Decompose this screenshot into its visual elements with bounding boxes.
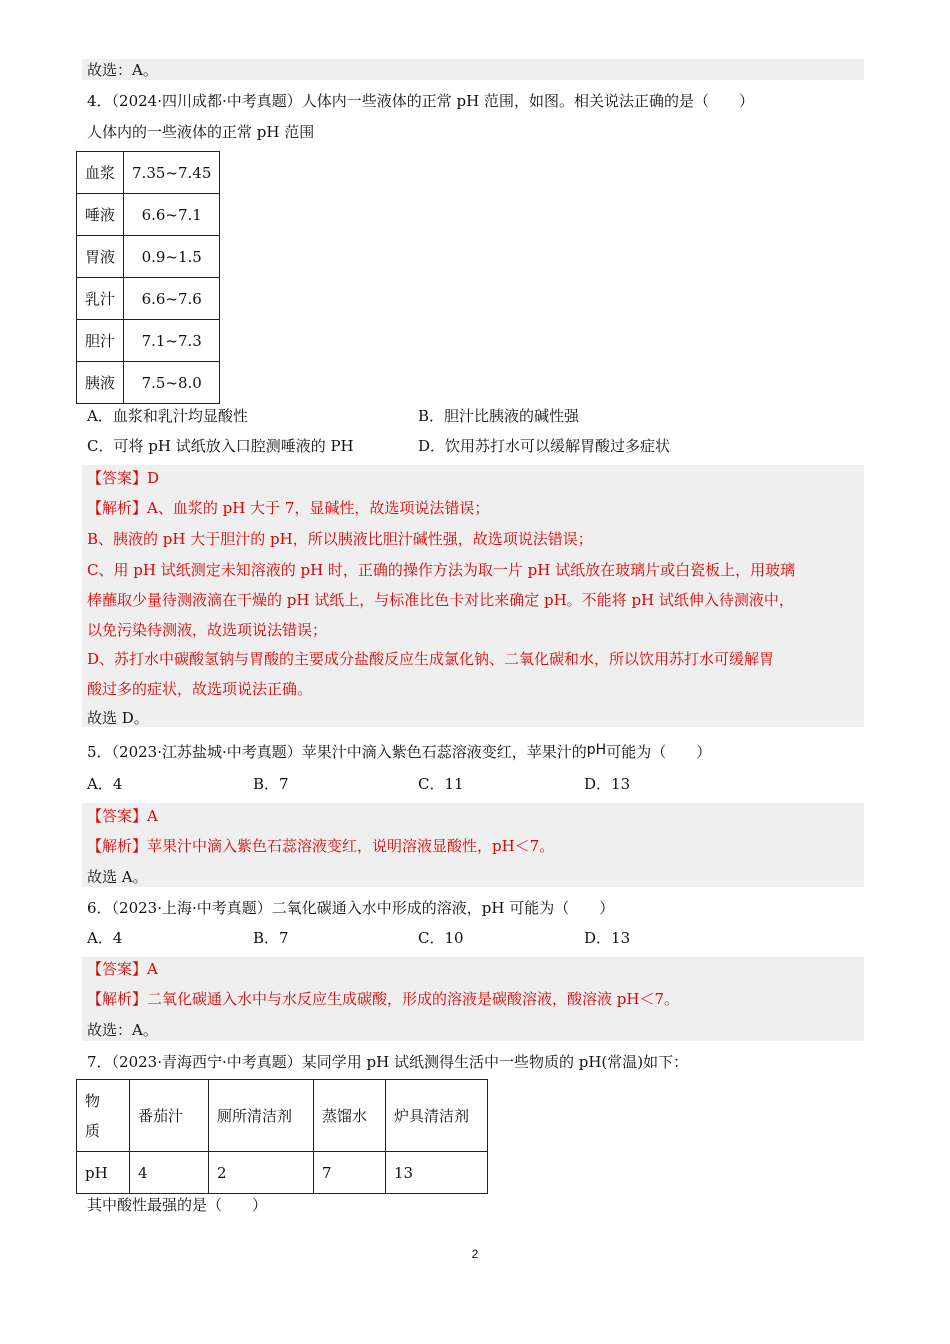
q4-option-a: A．血浆和乳汁均显酸性 — [87, 407, 248, 425]
q5-option-d: D．13 — [584, 775, 631, 793]
q4-answer: 【答案】D — [87, 469, 160, 487]
q4-ph-table — [76, 151, 220, 404]
q4-stem: 4．（2024·四川成都·中考真题）人体内一些液体的正常 pH 范围，如图。相关说法正确的是（ ） — [87, 92, 754, 110]
q6-conclusion: 故选：A。 — [87, 1021, 158, 1039]
q4-analysis-line: 酸过多的症状，故选项说法正确。 — [87, 680, 313, 698]
q7-header-label-2: 质 — [85, 1121, 101, 1140]
q6-stem: 6．（2023·上海·中考真题）二氧化碳通入水中形成的溶液，pH 可能为（ ） — [87, 899, 615, 917]
q4-cell: 血浆 — [77, 152, 124, 194]
q4-option-b: B．胆汁比胰液的碱性强 — [418, 407, 580, 425]
q7-value-cell: 13 — [386, 1152, 488, 1194]
q7-ph-table — [76, 1079, 488, 1194]
q5-option-c: C．11 — [418, 775, 464, 793]
q7-header-cell: 番茄汁 — [130, 1080, 209, 1152]
q7-header-cell: 炉具清洁剂 — [386, 1080, 488, 1152]
q7-header-cell: 厕所清洁剂 — [209, 1080, 314, 1152]
q6-analysis: 【解析】二氧化碳通入水中与水反应生成碳酸，形成的溶液是碳酸溶液，酸溶液 pH＜7。 — [87, 990, 679, 1008]
q4-analysis-line: D、苏打水中碳酸氢钠与胃酸的主要成分盐酸反应生成氯化钠、二氧化碳和水，所以饮用苏打水可缓解胃 — [87, 650, 775, 668]
q4-cell: 乳汁 — [77, 278, 124, 320]
q6-option-d: D．13 — [584, 929, 631, 947]
q7-value-cell: 2 — [209, 1152, 314, 1194]
q7-header-label-1: 物 — [85, 1091, 101, 1110]
q7-stem: 7．（2023·青海西宁·中考真题）某同学用 pH 试纸测得生活中一些物质的 pH(常温)如下： — [87, 1053, 689, 1071]
q5-stem-prefix: 5．（2023·江苏盐城·中考真题）苹果汁中滴入紫色石蕊溶液变红，苹果汁的 — [87, 743, 587, 761]
q5-option-a: A．4 — [87, 775, 123, 793]
q4-cell: 7.35~7.45 — [124, 152, 220, 194]
q5-option-b: B．7 — [253, 775, 289, 793]
q4-analysis-line: B、胰液的 pH 大于胆汁的 pH，所以胰液比胆汁碱性强，故选项说法错误； — [87, 530, 593, 548]
q4-option-d: D．饮用苏打水可以缓解胃酸过多症状 — [418, 437, 671, 455]
q4-analysis-line: C、用 pH 试纸测定未知溶液的 pH 时，正确的操作方法为取一片 pH 试纸放在玻璃片或白瓷板上，用玻璃 — [87, 561, 796, 579]
q4-analysis-line: 棒蘸取少量待测液滴在干燥的 pH 试纸上，与标准比色卡对比来确定 pH。不能将 pH 试纸伸入待测液中， — [87, 591, 794, 609]
q6-option-c: C．10 — [418, 929, 464, 947]
q4-cell: 胆汁 — [77, 320, 124, 362]
q4-conclusion: 故选 D。 — [87, 709, 149, 727]
prev-conclusion: 故选：A。 — [87, 61, 158, 79]
q4-cell: 6.6~7.1 — [124, 194, 220, 236]
q7-header-cell: 蒸馏水 — [314, 1080, 386, 1152]
q5-conclusion: 故选 A。 — [87, 868, 148, 886]
q6-option-b: B．7 — [253, 929, 289, 947]
q4-cell: 6.6~7.6 — [124, 278, 220, 320]
q4-analysis-line: 以免污染待测液，故选项说法错误； — [87, 621, 328, 639]
q5-analysis: 【解析】苹果汁中滴入紫色石蕊溶液变红，说明溶液显酸性，pH＜7。 — [87, 837, 555, 855]
q4-cell: 胰液 — [77, 362, 124, 404]
page-number: 2 — [471, 1247, 479, 1261]
q4-option-c: C．可将 pH 试纸放入口腔测唾液的 PH — [87, 437, 354, 455]
q6-option-a: A．4 — [87, 929, 123, 947]
q4-cell: 0.9~1.5 — [124, 236, 220, 278]
q7-row-label: pH — [77, 1152, 130, 1194]
q4-analysis-line: 【解析】A、血浆的 pH 大于 7，显碱性，故选项说法错误； — [87, 499, 490, 517]
q7-header-cell — [77, 1080, 130, 1152]
q7-value-cell: 4 — [130, 1152, 209, 1194]
q4-cell: 唾液 — [77, 194, 124, 236]
q5-stem-ph: pH — [586, 742, 607, 758]
q7-question: 其中酸性最强的是（ ） — [87, 1196, 268, 1214]
q5-stem — [87, 741, 711, 764]
q5-stem-suffix: 可能为（ ） — [606, 743, 712, 761]
answer-block-prev — [82, 59, 864, 80]
q4-cell: 胃液 — [77, 236, 124, 278]
q4-cell: 7.1~7.3 — [124, 320, 220, 362]
q5-answer: 【答案】A — [87, 807, 158, 825]
q4-caption: 人体内的一些液体的正常 pH 范围 — [87, 123, 315, 141]
q6-answer: 【答案】A — [87, 960, 158, 978]
q7-value-cell: 7 — [314, 1152, 386, 1194]
q4-cell: 7.5~8.0 — [124, 362, 220, 404]
